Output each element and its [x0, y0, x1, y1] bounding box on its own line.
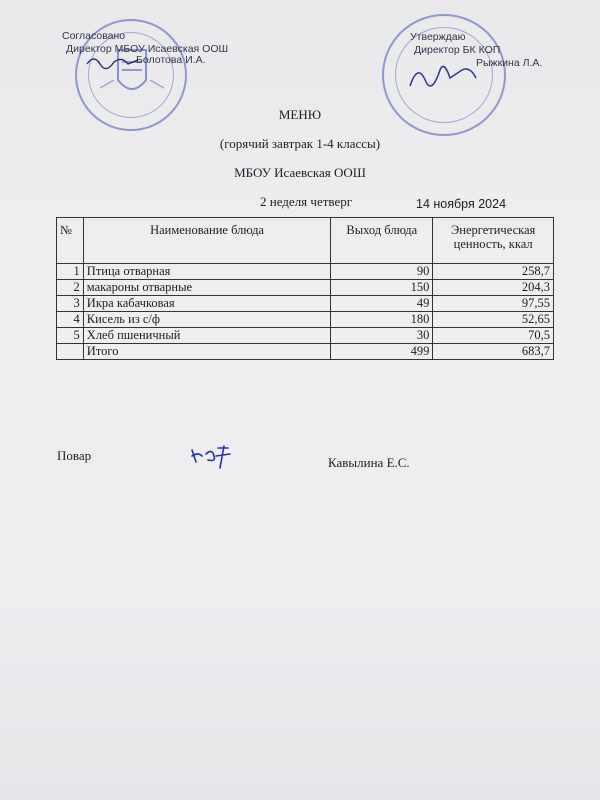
- confirm-name: Рыжкина Л.А.: [476, 57, 543, 69]
- cook-name: Кавылина Е.С.: [328, 455, 410, 470]
- left-signature: [84, 50, 144, 72]
- row-num: 2: [57, 280, 84, 296]
- confirm-label: Утверждаю: [410, 31, 466, 43]
- total-num: [57, 344, 84, 360]
- row-yield: 30: [331, 328, 433, 344]
- header-energy: Энергетическая ценность, ккал: [433, 218, 554, 264]
- row-yield: 150: [331, 280, 433, 296]
- right-signature: [404, 56, 484, 96]
- row-energy: 70,5: [433, 328, 554, 344]
- row-dish: макароны отварные: [83, 280, 330, 296]
- header-num: №: [57, 218, 84, 264]
- menu-table: [56, 217, 554, 360]
- total-energy: 683,7: [433, 344, 554, 360]
- header-dish-name: Наименование блюда: [83, 218, 330, 264]
- row-energy: 52,65: [433, 312, 554, 328]
- row-energy: 258,7: [433, 264, 554, 280]
- confirm-director: Директор БК КОП: [414, 44, 501, 56]
- table-row: [57, 280, 554, 296]
- week-day: 2 неделя четверг: [260, 194, 353, 209]
- table-row: [57, 328, 554, 344]
- row-dish: Кисель из с/ф: [83, 312, 330, 328]
- row-dish: Икра кабачковая: [83, 296, 330, 312]
- header-yield: Выход блюда: [331, 218, 433, 264]
- total-yield: 499: [331, 344, 433, 360]
- row-yield: 90: [331, 264, 433, 280]
- table-header-row: [57, 218, 554, 264]
- row-num: 4: [57, 312, 84, 328]
- table-row: [57, 312, 554, 328]
- row-yield: 49: [331, 296, 433, 312]
- row-num: 5: [57, 328, 84, 344]
- table-row: [57, 264, 554, 280]
- approval-name: Болотова И.А.: [136, 54, 206, 66]
- table-total-row: [57, 344, 554, 360]
- cook-signature: [188, 440, 238, 472]
- row-num: 1: [57, 264, 84, 280]
- row-yield: 180: [331, 312, 433, 328]
- menu-date: 14 ноября 2024: [416, 197, 507, 211]
- table-row: [57, 296, 554, 312]
- menu-subtitle: (горячий завтрак 1-4 классы): [219, 136, 381, 151]
- row-energy: 204,3: [433, 280, 554, 296]
- cook-role: Повар: [57, 448, 92, 463]
- approval-label: Согласовано: [62, 30, 126, 42]
- menu-title: МЕНЮ: [278, 107, 322, 122]
- approval-director: Директор МБОУ Исаевская ООШ: [66, 43, 229, 55]
- row-dish: Хлеб пшеничный: [83, 328, 330, 344]
- row-energy: 97,55: [433, 296, 554, 312]
- school-name: МБОУ Исаевская ООШ: [234, 165, 366, 180]
- row-num: 3: [57, 296, 84, 312]
- total-label: Итого: [83, 344, 330, 360]
- row-dish: Птица отварная: [83, 264, 330, 280]
